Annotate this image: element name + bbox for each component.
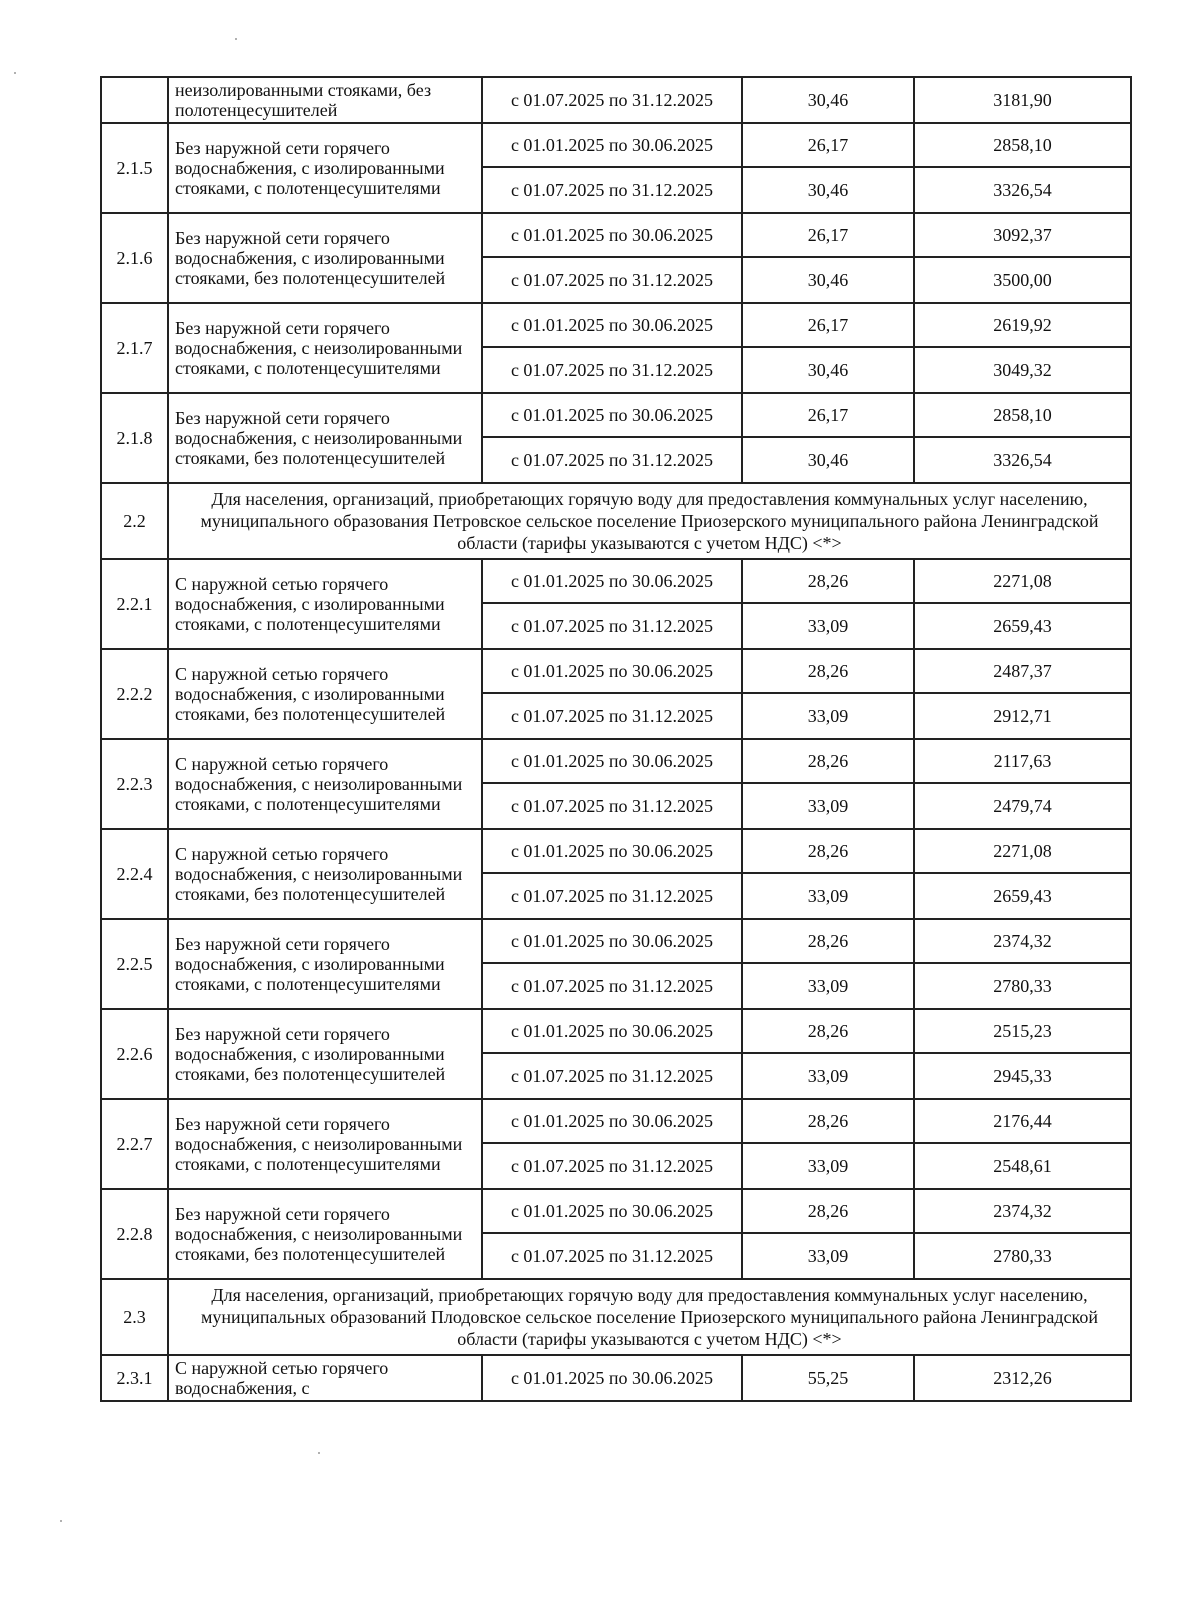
scan-speck [14,72,16,74]
period-cell: с 01.01.2025 по 30.06.2025 [482,559,742,603]
tariff-value-2: 2176,44 [914,1099,1131,1143]
tariff-value-2: 2912,71 [914,693,1131,739]
tariff-value-1: 33,09 [742,693,914,739]
tariff-value-1: 30,46 [742,437,914,483]
tariff-value-2: 2117,63 [914,739,1131,783]
row-description: Без наружной сети горячего водоснабжения, с изолированными стояками, с полотенцесушителями [168,919,482,1009]
period-cell: с 01.07.2025 по 31.12.2025 [482,437,742,483]
table-row [101,213,1131,257]
period-cell: с 01.07.2025 по 31.12.2025 [482,1053,742,1099]
period-cell: с 01.01.2025 по 30.06.2025 [482,303,742,347]
row-number-cell [101,77,168,123]
tariff-value-1: 28,26 [742,649,914,693]
period-cell: с 01.01.2025 по 30.06.2025 [482,1009,742,1053]
scan-speck [318,1452,320,1454]
period-cell: с 01.07.2025 по 31.12.2025 [482,347,742,393]
tariff-value-2: 2659,43 [914,873,1131,919]
tariff-value-1: 28,26 [742,1189,914,1233]
tariff-value-1: 33,09 [742,1233,914,1279]
row-number: 2.1.5 [101,123,168,213]
tariff-value-1: 30,46 [742,257,914,303]
tariff-value-2: 2548,61 [914,1143,1131,1189]
tariff-value-1: 33,09 [742,783,914,829]
tariff-value-2: 2515,23 [914,1009,1131,1053]
table-row [101,829,1131,873]
tariff-value-2: 2858,10 [914,123,1131,167]
period-cell: с 01.01.2025 по 30.06.2025 [482,829,742,873]
row-description: неизолированными стояками, без полотенцесушителей [168,77,482,123]
table-row [101,1009,1131,1053]
period-cell: с 01.01.2025 по 30.06.2025 [482,393,742,437]
tariff-value-2: 2271,08 [914,559,1131,603]
period-cell: с 01.01.2025 по 30.06.2025 [482,1189,742,1233]
table-row [101,123,1131,167]
table-row [101,919,1131,963]
tariff-value-1: 33,09 [742,1053,914,1099]
tariff-value-1: 33,09 [742,873,914,919]
row-description: Без наружной сети горячего водоснабжения, с изолированными стояками, без полотенцесушителей [168,213,482,303]
table-row [101,393,1131,437]
period-cell: с 01.01.2025 по 30.06.2025 [482,213,742,257]
period-cell: с 01.01.2025 по 30.06.2025 [482,649,742,693]
row-description: Без наружной сети горячего водоснабжения, с неизолированными стояками, без полотенцесушителей [168,393,482,483]
row-description: С наружной сетью горячего водоснабжения, с [168,1355,482,1401]
tariff-value-1: 28,26 [742,1009,914,1053]
period-cell: с 01.01.2025 по 30.06.2025 [482,1099,742,1143]
period-cell: с 01.07.2025 по 31.12.2025 [482,257,742,303]
tariff-table-body [101,77,1131,1401]
tariff-value-2: 2659,43 [914,603,1131,649]
tariff-value-1: 26,17 [742,393,914,437]
section-heading: Для населения, организаций, приобретающих горячую воду для предоставления коммунальных услуг населению, муниципальных образований Плодовское сельское поселение Приозерского муниципального района Ленинградской области (тарифы указываются с учетом НДС) <*> [168,1279,1131,1355]
period-cell: с 01.01.2025 по 30.06.2025 [482,123,742,167]
tariff-value-1: 30,46 [742,347,914,393]
row-description: С наружной сетью горячего водоснабжения, с неизолированными стояками, без полотенцесушителей [168,829,482,919]
tariff-value-2: 2312,26 [914,1355,1131,1401]
row-description: С наружной сетью горячего водоснабжения, с изолированными стояками, с полотенцесушителями [168,559,482,649]
period-cell: с 01.01.2025 по 30.06.2025 [482,1355,742,1401]
tariff-value-2: 2374,32 [914,1189,1131,1233]
tariff-value-2: 3500,00 [914,257,1131,303]
tariff-value-1: 28,26 [742,739,914,783]
period-cell: с 01.07.2025 по 31.12.2025 [482,603,742,649]
row-number: 2.1.8 [101,393,168,483]
section-heading: Для населения, организаций, приобретающих горячую воду для предоставления коммунальных услуг населению, муниципального образования Петровское сельское поселение Приозерского муниципального района Ленинградской области (тарифы указываются с учетом НДС) <*> [168,483,1131,559]
row-description: С наружной сетью горячего водоснабжения, с неизолированными стояками, с полотенцесушителями [168,739,482,829]
period-cell: с 01.07.2025 по 31.12.2025 [482,1233,742,1279]
tariff-value-2: 2858,10 [914,393,1131,437]
tariff-value-2: 3181,90 [914,77,1131,123]
row-number: 2.1.7 [101,303,168,393]
row-number: 2.2.8 [101,1189,168,1279]
tariff-value-1: 28,26 [742,919,914,963]
tariff-value-2: 2619,92 [914,303,1131,347]
row-description: С наружной сетью горячего водоснабжения, с изолированными стояками, без полотенцесушителей [168,649,482,739]
row-description: Без наружной сети горячего водоснабжения, с неизолированными стояками, с полотенцесушителями [168,1099,482,1189]
tariff-value-2: 2945,33 [914,1053,1131,1099]
row-number: 2.2.5 [101,919,168,1009]
period-cell: с 01.01.2025 по 30.06.2025 [482,919,742,963]
tariff-table [100,76,1132,1402]
tariff-value-1: 30,46 [742,167,914,213]
table-row [101,303,1131,347]
table-row [101,559,1131,603]
tariff-value-2: 2479,74 [914,783,1131,829]
section-row [101,483,1131,559]
row-number: 2.3.1 [101,1355,168,1401]
table-row [101,649,1131,693]
table-row [101,1099,1131,1143]
row-number: 2.2.7 [101,1099,168,1189]
table-row [101,1355,1131,1401]
tariff-value-2: 2271,08 [914,829,1131,873]
tariff-value-1: 55,25 [742,1355,914,1401]
tariff-value-2: 2374,32 [914,919,1131,963]
tariff-table-container [100,76,1130,1402]
tariff-value-2: 3092,37 [914,213,1131,257]
tariff-value-1: 26,17 [742,213,914,257]
section-row [101,1279,1131,1355]
tariff-value-1: 30,46 [742,77,914,123]
tariff-value-1: 28,26 [742,559,914,603]
row-number: 2.2.1 [101,559,168,649]
tariff-value-1: 33,09 [742,603,914,649]
tariff-value-2: 3326,54 [914,167,1131,213]
row-description: Без наружной сети горячего водоснабжения, с изолированными стояками, с полотенцесушителями [168,123,482,213]
period-cell: с 01.07.2025 по 31.12.2025 [482,783,742,829]
row-description: Без наружной сети горячего водоснабжения, с неизолированными стояками, с полотенцесушителями [168,303,482,393]
table-row [101,1189,1131,1233]
tariff-value-1: 28,26 [742,1099,914,1143]
section-number: 2.2 [101,483,168,559]
row-number: 2.2.2 [101,649,168,739]
row-number: 2.1.6 [101,213,168,303]
period-cell: с 01.07.2025 по 31.12.2025 [482,1143,742,1189]
table-row [101,77,1131,123]
period-cell: с 01.07.2025 по 31.12.2025 [482,873,742,919]
tariff-value-1: 33,09 [742,1143,914,1189]
table-row [101,739,1131,783]
section-number: 2.3 [101,1279,168,1355]
tariff-value-1: 33,09 [742,963,914,1009]
period-cell: с 01.01.2025 по 30.06.2025 [482,739,742,783]
tariff-value-1: 26,17 [742,123,914,167]
tariff-value-2: 3326,54 [914,437,1131,483]
tariff-value-2: 2487,37 [914,649,1131,693]
tariff-value-1: 28,26 [742,829,914,873]
period-cell: с 01.07.2025 по 31.12.2025 [482,77,742,123]
row-description: Без наружной сети горячего водоснабжения, с неизолированными стояками, без полотенцесушителей [168,1189,482,1279]
tariff-value-1: 26,17 [742,303,914,347]
row-description: Без наружной сети горячего водоснабжения, с изолированными стояками, без полотенцесушителей [168,1009,482,1099]
period-cell: с 01.07.2025 по 31.12.2025 [482,963,742,1009]
scan-speck [235,38,237,40]
row-number: 2.2.4 [101,829,168,919]
period-cell: с 01.07.2025 по 31.12.2025 [482,167,742,213]
tariff-value-2: 2780,33 [914,963,1131,1009]
period-cell: с 01.07.2025 по 31.12.2025 [482,693,742,739]
row-number: 2.2.6 [101,1009,168,1099]
tariff-value-2: 3049,32 [914,347,1131,393]
row-number: 2.2.3 [101,739,168,829]
scan-speck [60,1520,62,1522]
tariff-value-2: 2780,33 [914,1233,1131,1279]
